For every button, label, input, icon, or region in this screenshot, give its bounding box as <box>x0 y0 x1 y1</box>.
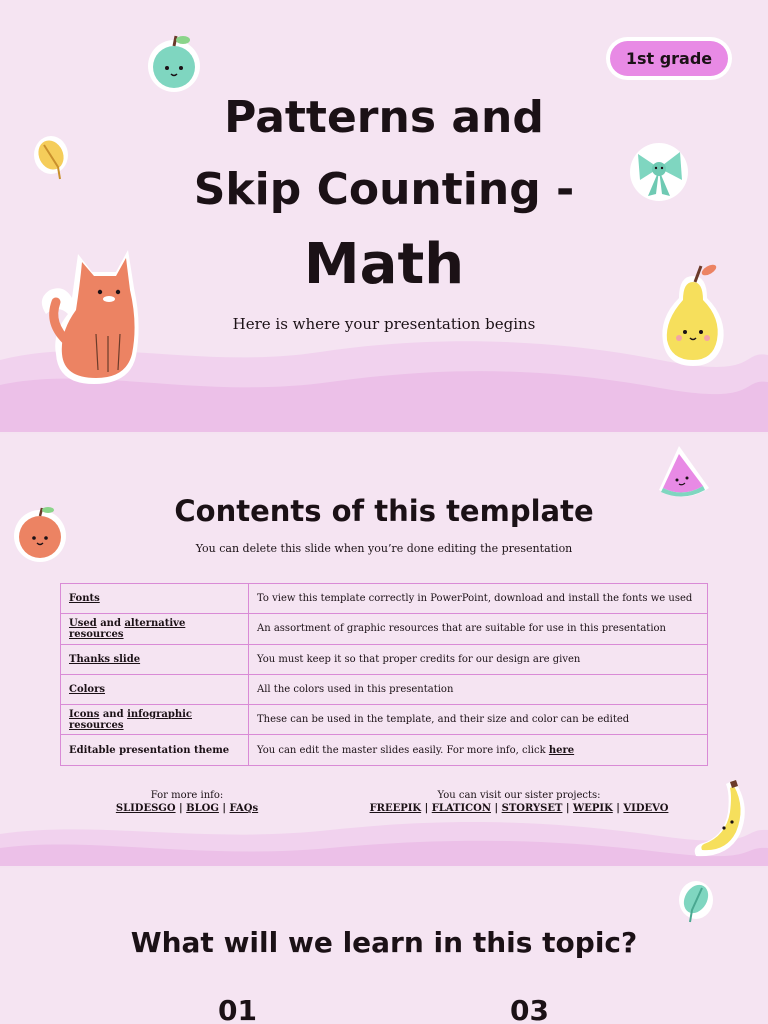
more-info-links: SLIDESGO | BLOG | FAQs <box>115 803 259 814</box>
number-01: 01 <box>218 994 257 1024</box>
contents-title: Contents of this template <box>174 494 594 528</box>
faqs-link[interactable]: FAQs <box>229 803 259 814</box>
title-line-2: Skip Counting - <box>193 164 575 215</box>
table-row <box>61 705 708 735</box>
wave-decoration <box>0 820 768 866</box>
table-cell-label <box>61 735 249 765</box>
thanks-slide-link[interactable]: Thanks slide <box>69 653 141 665</box>
bow-sticker-icon <box>628 140 690 204</box>
sister-projects-label: You can visit our sister projects: <box>437 790 601 801</box>
wepik-link[interactable]: WEPIK <box>573 803 613 814</box>
orange-sticker-icon <box>12 502 68 564</box>
contents-table <box>60 583 708 766</box>
leaf-sticker-icon <box>676 878 716 928</box>
more-info-label: For more info: <box>150 790 224 801</box>
learn-slide <box>0 868 768 1024</box>
icons-link[interactable]: Icons <box>69 708 100 720</box>
grade-badge <box>606 37 732 80</box>
title-line-3: Math <box>303 232 465 297</box>
table-cell-label <box>61 584 249 614</box>
table-cell-desc: An assortment of graphic resources that are suitable for use in this presentation <box>249 614 708 644</box>
title-line-1: Patterns and <box>224 92 544 143</box>
table-cell-desc: You must keep it so that proper credits for our design are given <box>249 644 708 674</box>
freepik-link[interactable]: FREEPIK <box>369 803 422 814</box>
editable-theme-label: Editable presentation theme <box>69 744 230 756</box>
videvo-link[interactable]: VIDEVO <box>623 803 669 814</box>
table-cell-desc: To view this template correctly in PowerPoint, download and install the fonts we used <box>249 584 708 614</box>
title-slide <box>0 0 768 432</box>
used-link[interactable]: Used <box>69 617 97 629</box>
label-join: and <box>96 617 125 629</box>
here-link[interactable]: here <box>548 744 575 756</box>
table-row <box>61 644 708 674</box>
blog-link[interactable]: BLOG <box>186 803 219 814</box>
table-cell-label <box>61 674 249 704</box>
contents-subtitle: You can delete this slide when you’re done editing the presentation <box>195 542 573 555</box>
subtitle: Here is where your presentation begins <box>232 315 536 333</box>
table-cell-desc <box>249 735 708 765</box>
banana-sticker-icon <box>690 776 750 860</box>
table-row <box>61 674 708 704</box>
number-03: 03 <box>510 994 549 1024</box>
watermelon-sticker-icon <box>655 444 711 502</box>
sister-projects-block <box>369 789 669 815</box>
table-row <box>61 584 708 614</box>
learn-title: What will we learn in this topic? <box>130 926 638 959</box>
table-cell-desc: These can be used in the template, and their size and color can be edited <box>249 705 708 735</box>
leaf-sticker-icon <box>30 133 72 185</box>
colors-link[interactable]: Colors <box>69 684 105 696</box>
cat-sticker-icon <box>38 244 144 386</box>
desc-text: You can edit the master slides easily. For more info, click <box>257 744 549 756</box>
table-cell-label <box>61 614 249 644</box>
table-cell-label <box>61 705 249 735</box>
alternative-resources-link[interactable]: alternative resources <box>69 617 186 640</box>
grade-badge-label: 1st grade <box>610 41 728 76</box>
table-cell-label <box>61 644 249 674</box>
table-row <box>61 614 708 644</box>
flaticon-link[interactable]: FLATICON <box>431 803 491 814</box>
fonts-link[interactable]: Fonts <box>69 593 100 605</box>
label-join: and <box>99 708 128 720</box>
table-row <box>61 735 708 765</box>
slidesgo-link[interactable]: SLIDESGO <box>115 803 176 814</box>
more-info-block <box>97 789 277 815</box>
pear-sticker-icon <box>657 262 729 368</box>
contents-slide <box>0 434 768 866</box>
table-cell-desc: All the colors used in this presentation <box>249 674 708 704</box>
infographic-resources-link[interactable]: infographic resources <box>69 708 192 731</box>
apple-sticker-icon <box>143 30 205 94</box>
sister-projects-links: FREEPIK | FLATICON | STORYSET | WEPIK | VIDEVO <box>369 803 669 814</box>
storyset-link[interactable]: STORYSET <box>501 803 563 814</box>
